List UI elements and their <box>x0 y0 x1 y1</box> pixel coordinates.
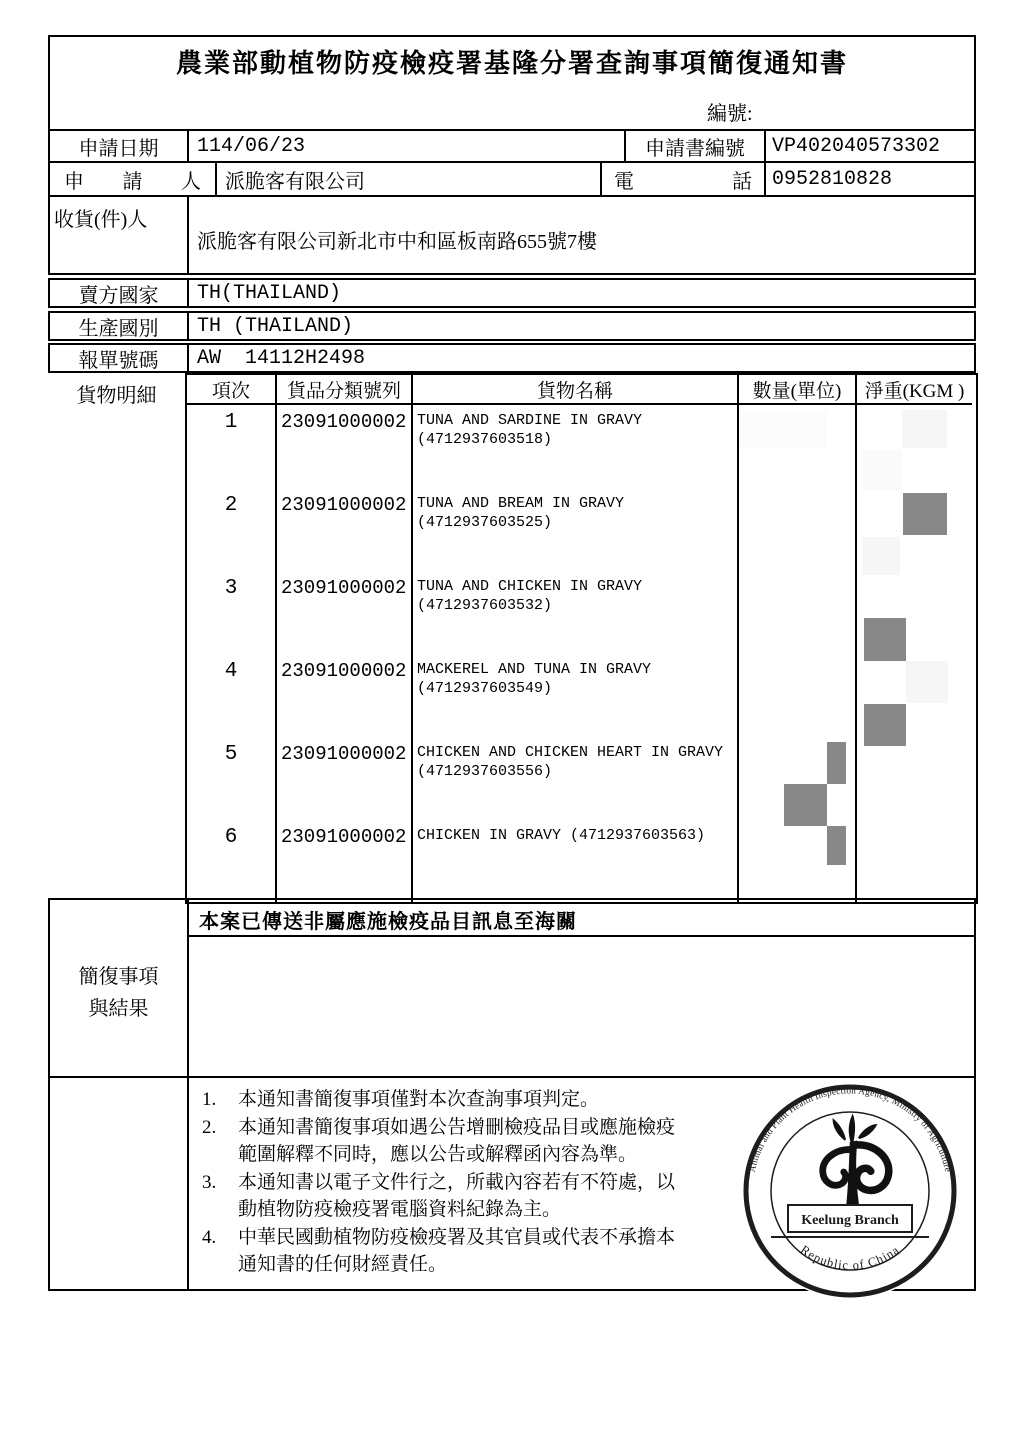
item-number: 6 <box>224 826 238 849</box>
goods-header-weight: 淨重(KGM ) <box>857 375 972 405</box>
note-number: 2. <box>202 1117 217 1138</box>
item-name <box>417 743 723 781</box>
note-item <box>202 1086 702 1113</box>
item-name <box>417 494 624 532</box>
application-no-value: VP402040573302 <box>772 134 941 158</box>
item-code: 23091000002 <box>281 660 407 682</box>
note-number: 3. <box>202 1172 217 1193</box>
applicant-value: 派脆客有限公司 <box>225 170 365 193</box>
row-seller-country <box>48 278 976 308</box>
redaction-block <box>864 618 906 661</box>
consignee-value: 派脆客有限公司新北市中和區板南路655號7樓 <box>197 231 597 253</box>
applicant-label <box>50 163 217 195</box>
item-code: 23091000002 <box>281 826 407 848</box>
phone-label-char: 電 <box>614 170 634 193</box>
item-barcode: (4712937603525) <box>417 514 553 531</box>
row-consignee <box>48 195 976 275</box>
applicant-label-char: 人 <box>181 170 201 193</box>
item-name <box>417 660 651 698</box>
column-divider <box>275 375 277 902</box>
item-name-text: CHICKEN IN GRAVY (4712937603563) <box>417 827 706 844</box>
item-number: 4 <box>224 660 238 683</box>
item-name-text: TUNA AND SARDINE IN GRAVY <box>417 412 643 429</box>
note-number: 4. <box>202 1227 217 1248</box>
notes-list <box>202 1086 702 1279</box>
consignee-divider <box>187 197 189 273</box>
redaction-block <box>906 661 948 703</box>
item-code: 23091000002 <box>281 577 407 599</box>
column-divider <box>737 375 739 902</box>
redaction-block <box>864 704 906 746</box>
row-production-country <box>48 311 976 341</box>
applicant-label-char: 申 <box>64 170 84 193</box>
redaction-block <box>827 826 846 865</box>
item-code: 23091000002 <box>281 494 407 516</box>
seller-country-label: 賣方國家 <box>50 280 189 306</box>
column-divider <box>411 375 413 902</box>
goods-header-qty: 數量(單位) <box>739 375 855 405</box>
note-text: 中華民國動植物防疫檢疫署及其官員或代表不承擔本通知書的任何財經責任。 <box>238 1227 676 1275</box>
phone-value: 0952810828 <box>772 167 893 191</box>
notice-document <box>48 35 976 1291</box>
note-item <box>202 1114 702 1168</box>
goods-table <box>185 373 978 904</box>
page-title: 農業部動植物防疫檢疫署基隆分署查詢事項簡復通知書 <box>175 49 848 78</box>
column-divider <box>855 375 857 902</box>
applicant-label-char: 請 <box>122 170 143 193</box>
item-code: 23091000002 <box>281 411 407 433</box>
item-name <box>417 826 705 845</box>
item-name-text: TUNA AND CHICKEN IN GRAVY <box>417 578 643 595</box>
apply-date-value: 114/06/23 <box>197 134 306 158</box>
seal-banner-text: Keelung Branch <box>801 1213 899 1228</box>
item-barcode: (4712937603532) <box>417 597 553 614</box>
production-country-label: 生產國別 <box>50 313 189 339</box>
goods-header-code: 貨品分類號列 <box>277 375 411 405</box>
header-box <box>48 35 976 131</box>
redaction-block <box>827 742 846 784</box>
result-label-line1: 簡復事項 <box>78 966 159 988</box>
goods-header-name: 貨物名稱 <box>413 375 737 405</box>
notes-divider <box>187 1078 189 1289</box>
redaction-block <box>784 784 827 826</box>
item-number: 1 <box>224 411 238 434</box>
item-name-text: CHICKEN AND CHICKEN HEART IN GRAVY <box>417 744 724 761</box>
item-barcode: (4712937603549) <box>417 680 553 697</box>
goods-header-item: 項次 <box>187 375 275 405</box>
note-text: 本通知書以電子文件行之，所載內容若有不符處，以動植物防疫檢疫署電腦資料紀錄為主。 <box>238 1172 676 1220</box>
row-apply-date <box>48 129 976 163</box>
item-barcode: (4712937603556) <box>417 763 553 780</box>
seal-bottom-text: Republic of China <box>797 1242 903 1273</box>
row-declaration-no <box>48 343 976 373</box>
declaration-no-value: AW 14112H2498 <box>197 346 366 370</box>
result-message: 本案已傳送非屬應施檢疫品目訊息至海關 <box>199 911 577 933</box>
item-number: 5 <box>224 743 238 766</box>
item-name <box>417 577 642 615</box>
note-text: 本通知書簡復事項如遇公告增刪檢疫品目或應施檢疫範圍解釋不同時，應以公告或解釋函內容為準。 <box>238 1117 676 1165</box>
item-number: 3 <box>224 577 238 600</box>
apply-date-label: 申請日期 <box>50 131 189 161</box>
item-name-text: MACKEREL AND TUNA IN GRAVY <box>417 661 652 678</box>
agency-seal <box>740 1081 960 1301</box>
application-no-label: 申請書編號 <box>624 131 766 161</box>
result-label-line2: 與結果 <box>88 998 149 1020</box>
phone-label <box>600 163 766 195</box>
production-country-value: TH (THAILAND) <box>197 314 354 338</box>
redaction-block <box>862 451 902 490</box>
note-item <box>202 1224 702 1278</box>
note-item <box>202 1169 702 1223</box>
result-section <box>48 898 976 1078</box>
note-text: 本通知書簡復事項僅對本次查詢事項判定。 <box>238 1089 600 1110</box>
redaction-block <box>740 410 826 448</box>
consignee-label: 收貨(件)人 <box>54 209 148 231</box>
item-name-text: TUNA AND BREAM IN GRAVY <box>417 495 625 512</box>
phone-label-char: 話 <box>732 170 752 193</box>
item-number: 2 <box>224 494 238 517</box>
item-name <box>417 411 642 449</box>
declaration-no-label: 報單號碼 <box>50 345 189 371</box>
item-barcode: (4712937603518) <box>417 431 553 448</box>
note-number: 1. <box>202 1089 217 1110</box>
serial-label: 編號: <box>707 103 753 125</box>
redaction-block <box>902 410 947 448</box>
redaction-block <box>903 493 947 535</box>
redaction-block <box>862 537 900 575</box>
seller-country-value: TH(THAILAND) <box>197 281 342 305</box>
result-message-row <box>189 900 974 937</box>
goods-section-label: 貨物明細 <box>76 385 157 407</box>
item-code: 23091000002 <box>281 743 407 765</box>
row-applicant <box>48 161 976 197</box>
seal-top-text: Animal and Plant Health Inspection Agency, Ministry of Agriculture <box>747 1086 953 1174</box>
